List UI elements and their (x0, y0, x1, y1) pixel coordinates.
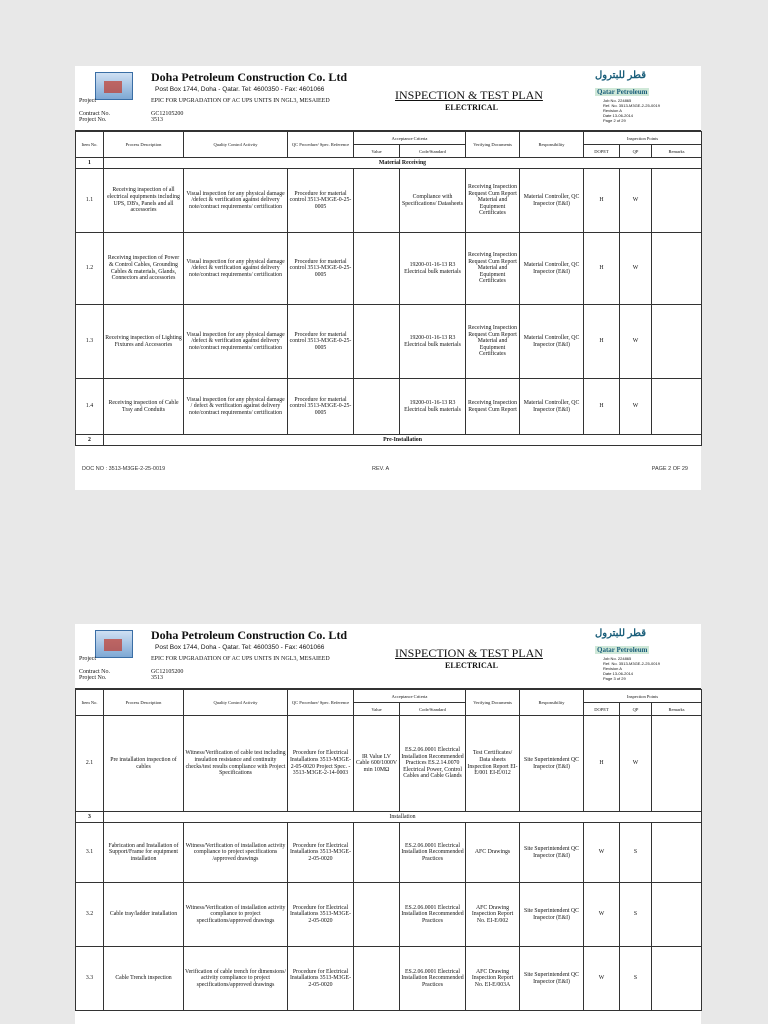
cell-procedure: Procedure for Electrical Installations 3513-M3GE-2-05-0020 (288, 883, 354, 947)
col-value: Value (354, 703, 400, 716)
cell-item: 3.3 (76, 947, 104, 1011)
cell-resp: Material Controller, QC Inspector (E&I) (520, 233, 584, 305)
document-page-1 (75, 66, 701, 490)
cell-activity: Witness/Verification of cable test including insulation resistance and continuity checks/test results compliance with Project Specifications (184, 716, 288, 812)
cell-item: 3.2 (76, 883, 104, 947)
cell-process: Cable Trench inspection (104, 947, 184, 1011)
cell-activity: Visual inspection for any physical damage /defect & verification against delivery note/contract requirements/ certification (184, 169, 288, 233)
cell-docs: AFC Drawings (466, 823, 520, 883)
cell-value (354, 169, 400, 233)
col-qc-procedure: QC Procedure/ Spec. Reference (288, 132, 354, 158)
plan-title: INSPECTION & TEST PLAN (395, 88, 543, 102)
col-dopet: DOPET (584, 703, 620, 716)
cell-value: IR Value LV Cable 600/1000V min 10MΩ (354, 716, 400, 812)
section-row (76, 435, 702, 446)
cell-item: 3.1 (76, 823, 104, 883)
itp-table (75, 131, 702, 446)
cell-remarks (652, 716, 702, 812)
cell-qp: W (620, 169, 652, 233)
client-logo-english: Qatar Petroleum (597, 646, 648, 654)
cell-activity: Witness/Verification of installation activity compliance to project specifications/approved drawings (184, 883, 288, 947)
page-header (75, 66, 701, 131)
cell-dopet: H (584, 716, 620, 812)
cell-dopet: W (584, 947, 620, 1011)
cell-value (354, 305, 400, 379)
meta-line: Revision A (603, 108, 622, 113)
document-page-2 (75, 624, 701, 1024)
col-acceptance: Acceptance Criteria (354, 690, 466, 703)
plan-subtitle: ELECTRICAL (445, 661, 498, 670)
contract-label: Contract No. (79, 111, 110, 117)
meta-line: Page 2 of 29 (603, 118, 626, 123)
page-header (75, 624, 701, 689)
col-inspection-points: Inspection Points (584, 132, 702, 145)
col-responsibility: Responsibility (520, 132, 584, 158)
project-no-label: Project No. (79, 117, 107, 123)
cell-remarks (652, 233, 702, 305)
meta-line: Page 3 of 29 (603, 676, 626, 681)
client-logo-arabic: قطر للبترول (595, 70, 647, 81)
client-logo-english: Qatar Petroleum (597, 88, 648, 96)
footer-rev: REV. A (372, 466, 390, 472)
meta-line: Ref. No. 3513-M3GE-2-25-0019 (603, 103, 660, 108)
col-code: Code/Standard (400, 703, 466, 716)
col-code: Code/Standard (400, 145, 466, 158)
col-responsibility: Responsibility (520, 690, 584, 716)
cell-value (354, 233, 400, 305)
cell-resp: Site Superintendent QC Inspector (E&I) (520, 947, 584, 1011)
cell-code: ES.2.06.0001 Electrical Installation Recommended Practices (400, 947, 466, 1011)
company-name: Doha Petroleum Construction Co. Ltd (151, 628, 348, 642)
table-row (76, 233, 702, 305)
cell-process: Receiving inspection of all electrical equipments including UPS, DB's, Panels and all accessories (104, 169, 184, 233)
table-row (76, 716, 702, 812)
cell-item: 1.1 (76, 169, 104, 233)
cell-code: Compliance with Specifications/ Datasheets (400, 169, 466, 233)
meta-line: Revision A (603, 666, 622, 671)
cell-resp: Material Controller, QC Inspector (E&I) (520, 305, 584, 379)
cell-dopet: H (584, 379, 620, 435)
cell-remarks (652, 947, 702, 1011)
cell-dopet: H (584, 233, 620, 305)
cell-item: 1.2 (76, 233, 104, 305)
cell-code: ES.2.06.0001 Electrical Installation Recommended Practices ES.2.14.0070 Electrical Power, Control Cables and Cable Glands (400, 716, 466, 812)
section-number: 3 (76, 812, 104, 823)
company-name: Doha Petroleum Construction Co. Ltd (151, 70, 348, 84)
project-value: EPIC FOR UPGRADATION OF AC UPS UNITS IN NGL3, MESAIEED (151, 98, 330, 104)
plan-title: INSPECTION & TEST PLAN (395, 646, 543, 660)
cell-activity: Visual inspection for any physical damage /defect & verification against delivery note/contract requirements/ certification (184, 233, 288, 305)
table-row (76, 169, 702, 233)
col-remarks: Remarks (652, 703, 702, 716)
cell-docs: Receiving Inspection Request Cum Report (466, 379, 520, 435)
cell-qp: S (620, 947, 652, 1011)
project-value: EPIC FOR UPGRADATION OF AC UPS UNITS IN NGL3, MESAIEED (151, 656, 330, 662)
col-value: Value (354, 145, 400, 158)
cell-item: 1.3 (76, 305, 104, 379)
col-qc-activity: Quality Control Activity (184, 690, 288, 716)
cell-procedure: Procedure for material control 3513-M3GE-0-25-0005 (288, 169, 354, 233)
col-process: Process Description (104, 132, 184, 158)
section-row (76, 812, 702, 823)
section-title: Material Receiving (104, 158, 702, 169)
meta-line: Job No. 224865 (603, 98, 632, 103)
cell-procedure: Procedure for material control 3513-M3GE-0-25-0005 (288, 305, 354, 379)
cell-item: 2.1 (76, 716, 104, 812)
col-verifying: Verifying Documents (466, 690, 520, 716)
footer-page: PAGE 2 OF 29 (651, 466, 688, 472)
cell-qp: W (620, 716, 652, 812)
cell-remarks (652, 379, 702, 435)
section-title: Installation (104, 812, 702, 823)
cell-qp: W (620, 379, 652, 435)
cell-value (354, 823, 400, 883)
cell-value (354, 883, 400, 947)
project-label: Project (79, 98, 96, 104)
cell-procedure: Procedure for Electrical Installations 3513-M3GE-2-05-0020 (288, 823, 354, 883)
col-verifying: Verifying Documents (466, 132, 520, 158)
cell-code: 19200-01-16-13 R3 Electrical bulk materials (400, 379, 466, 435)
col-qp: QP (620, 703, 652, 716)
cell-docs: Receiving Inspection Request Cum Report Material and Equipment Certificates (466, 169, 520, 233)
cell-remarks (652, 169, 702, 233)
section-number: 1 (76, 158, 104, 169)
col-inspection-points: Inspection Points (584, 690, 702, 703)
meta-line: Job No. 224865 (603, 656, 632, 661)
plan-subtitle: ELECTRICAL (445, 103, 498, 112)
col-remarks: Remarks (652, 145, 702, 158)
cell-code: 19200-01-16-13 R3 Electrical bulk materials (400, 305, 466, 379)
cell-dopet: H (584, 169, 620, 233)
cell-dopet: W (584, 823, 620, 883)
cell-activity: Witness/Verification of installation activity compliance to project specifications /approved drawings (184, 823, 288, 883)
cell-process: Receiving inspection of Power & Control Cables, Grounding Cables & materials, Glands, Connectors and accessories (104, 233, 184, 305)
col-item: Item No. (76, 690, 104, 716)
cell-process: Pre installation inspection of cables (104, 716, 184, 812)
cell-docs: AFC Drawing Inspection Report No. EI-E/002 (466, 883, 520, 947)
client-logo (595, 70, 681, 96)
cell-value (354, 947, 400, 1011)
table-row (76, 883, 702, 947)
cell-resp: Site Superintendent QC Inspector (E&I) (520, 883, 584, 947)
cell-process: Receiving inspection of Cable Tray and Conduits (104, 379, 184, 435)
cell-activity: Visual inspection for any physical damage / defect & verification against delivery note/contract requirements/ certification (184, 379, 288, 435)
table-row (76, 823, 702, 883)
cell-process: Cable tray/ladder installation (104, 883, 184, 947)
project-no-label: Project No. (79, 675, 107, 681)
itp-table (75, 689, 702, 1011)
cell-qp: W (620, 305, 652, 379)
cell-procedure: Procedure for Electrical Installations 3513-M3GE-2-05-0020 (288, 947, 354, 1011)
cell-value (354, 379, 400, 435)
cell-item: 1.4 (76, 379, 104, 435)
cell-activity: Visual inspection for any physical damage /defect & verification against delivery note/contract requirements/ certification (184, 305, 288, 379)
cell-remarks (652, 883, 702, 947)
cell-resp: Site Superintendent QC Inspector (E&I) (520, 716, 584, 812)
cell-procedure: Procedure for material control 3513-M3GE-0-25-0005 (288, 379, 354, 435)
project-no-value: 3513 (151, 117, 163, 123)
table-row (76, 305, 702, 379)
contract-value: GC12105200 (151, 111, 184, 117)
company-logo-icon (95, 72, 133, 100)
col-qp: QP (620, 145, 652, 158)
cell-remarks (652, 305, 702, 379)
col-qc-activity: Quality Control Activity (184, 132, 288, 158)
cell-remarks (652, 823, 702, 883)
meta-line: Ref. No. 3513-M3GE-2-25-0019 (603, 661, 660, 666)
company-address: Post Box 1744, Doha - Qatar. Tel: 4600350 - Fax: 4601066 (155, 86, 325, 93)
cell-code: ES.2.06.0001 Electrical Installation Recommended Practices (400, 883, 466, 947)
cell-procedure: Procedure for material control 3513-M3GE-0-25-0005 (288, 233, 354, 305)
col-item: Item No. (76, 132, 104, 158)
client-logo (595, 628, 681, 654)
cell-docs: Receiving Inspection Request Cum Report Material and Equipment Certificates (466, 233, 520, 305)
cell-qp: S (620, 883, 652, 947)
cell-activity: Verification of cable trench for dimensions/ activity compliance to project specifications/approved drawings (184, 947, 288, 1011)
table-row (76, 379, 702, 435)
meta-line: Date 13-06-2014 (603, 113, 634, 118)
cell-process: Fabrication and Installation of Support/Frame for equipment installation (104, 823, 184, 883)
col-dopet: DOPET (584, 145, 620, 158)
col-process: Process Description (104, 690, 184, 716)
footer-doc-no: DOC NO : 3513-M3GE-2-25-0019 (82, 466, 166, 472)
cell-docs: Receiving Inspection Request Cum Report Material and Equipment Certificates (466, 305, 520, 379)
cell-resp: Site Superintendent QC Inspector (E&I) (520, 823, 584, 883)
document-meta (603, 656, 660, 681)
cell-code: ES.2.06.0001 Electrical Installation Recommended Practices (400, 823, 466, 883)
cell-process: Receiving inspection of Lighting Fixtures and Accessories (104, 305, 184, 379)
project-no-value: 3513 (151, 675, 163, 681)
meta-line: Date 13-06-2014 (603, 671, 634, 676)
cell-resp: Material Controller, QC Inspector (E&I) (520, 379, 584, 435)
section-title: Pre-Installation (104, 435, 702, 446)
cell-docs: AFC Drawing Inspection Report No. EI-E/003A (466, 947, 520, 1011)
cell-docs: Test Certificates/ Data sheets Inspection Report EI-E/001 EI-E/012 (466, 716, 520, 812)
client-logo-arabic: قطر للبترول (595, 628, 647, 639)
col-acceptance: Acceptance Criteria (354, 132, 466, 145)
cell-dopet: W (584, 883, 620, 947)
project-label: Project (79, 656, 96, 662)
section-number: 2 (76, 435, 104, 446)
cell-procedure: Procedure for Electrical Installations 3513-M3GE-2-05-0020 Project Spec. - 3513-M3GE-2-14-0003 (288, 716, 354, 812)
document-meta (603, 98, 660, 123)
contract-value: GC12105200 (151, 669, 184, 675)
contract-label: Contract No. (79, 669, 110, 675)
section-row (76, 158, 702, 169)
col-qc-procedure: QC Procedure/ Spec. Reference (288, 690, 354, 716)
company-logo-icon (95, 630, 133, 658)
cell-code: 19200-01-16-13 R3 Electrical bulk materials (400, 233, 466, 305)
table-row (76, 947, 702, 1011)
cell-qp: W (620, 233, 652, 305)
cell-dopet: H (584, 305, 620, 379)
cell-resp: Material Controller, QC Inspector (E&I) (520, 169, 584, 233)
cell-qp: S (620, 823, 652, 883)
company-address: Post Box 1744, Doha - Qatar. Tel: 4600350 - Fax: 4601066 (155, 644, 325, 651)
